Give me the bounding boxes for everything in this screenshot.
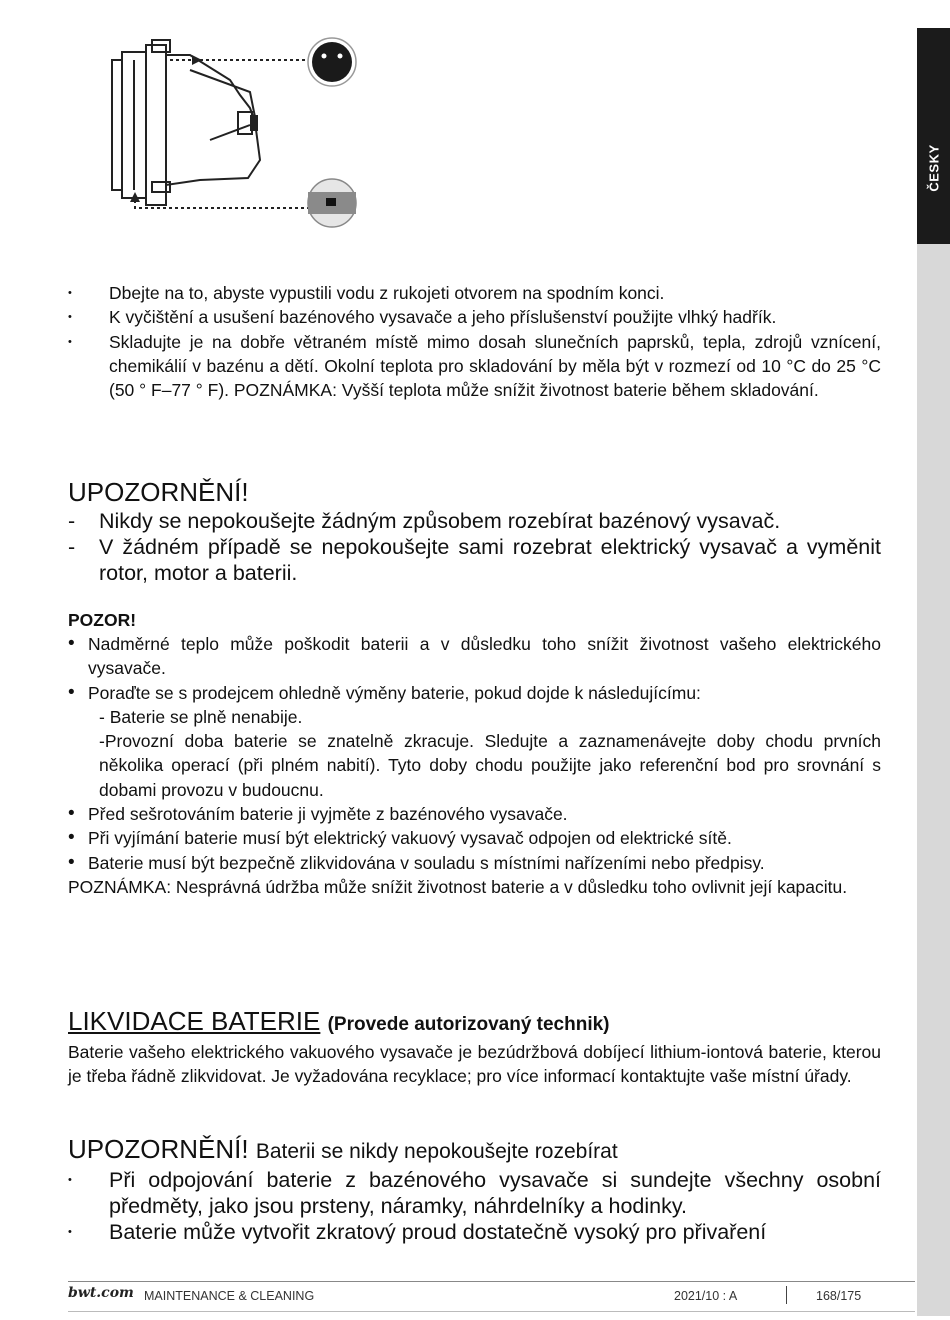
- warning-section: [68, 477, 881, 586]
- footer-revision: 2021/10 : A: [674, 1289, 738, 1303]
- list-item: • Skladujte je na dobře větraném místě mimo dosah slunečních paprsků, tepla, zdrojů vznícení, chemikálií v bazénu a dětí. Okolní teplota pro skladování by měla být v rozmezí od 10 °C do 25 °C (50 ° F–77 ° F). POZNÁMKA: Vyšší teplota může snížit životnost baterie během skladování.: [68, 330, 881, 403]
- footer-separator: [786, 1286, 787, 1304]
- list-item: - V žádném případě se nepokoušejte sami rozebrat elektrický vysavač a vyměnit rotor, motor a baterii.: [68, 534, 881, 586]
- list-item: • Poraďte se s prodejcem ohledně výměny baterie, pokud dojde k následujícímu:: [68, 681, 881, 705]
- caution-title: POZOR!: [68, 610, 137, 630]
- page-number: 168/175: [816, 1289, 862, 1303]
- caution-section: [68, 608, 881, 899]
- language-label: ČESKY: [926, 144, 941, 192]
- list-item: • Nadměrné teplo může poškodit baterii a v důsledku toho snížit životnost vašeho elektrického vysavače.: [68, 632, 881, 681]
- sub-item: - Baterie se plně nenabije.: [99, 706, 303, 727]
- list-item: • Při vyjímání baterie musí být elektrický vakuový vysavač odpojen od elektrické sítě.: [68, 826, 881, 850]
- list-item: • Při odpojování baterie z bazénového vysavače si sundejte všechny osobní předměty, jako jsou prsteny, náramky, náhrdelníky a hodinky.: [68, 1167, 881, 1219]
- sidebar-strip: [917, 244, 950, 1316]
- sub-item-text: -Provozní doba baterie se znatelně zkracuje. Sledujte a zaznamenávejte doby chodu prvních několika operací (při plném nabití). Tyto doby chodu použijte jako referenční bod pro srovnání s dobami provozu v budoucnu.: [99, 731, 881, 800]
- list-item: • Před sešrotováním baterie ji vyjměte z bazénového vysavače.: [68, 802, 881, 826]
- warning-subtitle: Baterii se nikdy nepokoušejte rozebírat: [255, 1140, 618, 1163]
- vacuum-handle-drain-icon: [110, 30, 370, 235]
- footer-divider: [68, 1311, 915, 1312]
- sub-item: [68, 729, 881, 802]
- list-item: • Baterie může vytvořit zkratový proud dostatečně vysoký pro přivaření: [68, 1219, 881, 1245]
- disposal-text: Baterie vašeho elektrického vakuového vysavače je bezúdržbová dobíjecí lithium-iontová baterie, kterou je třeba řádně zlikvidovat. Je vyžadována recyklace; pro více informací kontaktujte vaše místní úřady.: [68, 1042, 881, 1087]
- list-item: • Dbejte na to, abyste vypustili vodu z rukojeti otvorem na spodním konci.: [68, 281, 881, 305]
- note-text: POZNÁMKA: Nesprávná údržba může snížit životnost baterie a v důsledku toho ovlivnit její kapacitu.: [68, 876, 848, 897]
- cleaning-bullets: [68, 281, 881, 402]
- footer-section: MAINTENANCE & CLEANING: [144, 1289, 315, 1303]
- warning-title: UPOZORNĚNÍ!: [68, 477, 249, 507]
- language-tab: [917, 28, 950, 244]
- disposal-section: [68, 1006, 881, 1089]
- list-item: - Nikdy se nepokoušejte žádným způsobem rozebírat bazénový vysavač.: [68, 508, 881, 534]
- list-item: • Baterie musí být bezpečně zlikvidována v souladu s místními nařízeními nebo předpisy.: [68, 851, 881, 875]
- disposal-title: LIKVIDACE BATERIE: [68, 1006, 321, 1036]
- disposal-subtitle: (Provede autorizovaný technik): [327, 1014, 610, 1035]
- battery-warning-section: [68, 1134, 881, 1245]
- warning-title: UPOZORNĚNÍ!: [68, 1134, 249, 1164]
- brand-logo: bwt.com: [68, 1285, 134, 1301]
- list-item: • K vyčištění a usušení bazénového vysavače a jeho příslušenství použijte vlhký hadřík.: [68, 305, 881, 329]
- footer-divider: [68, 1281, 915, 1282]
